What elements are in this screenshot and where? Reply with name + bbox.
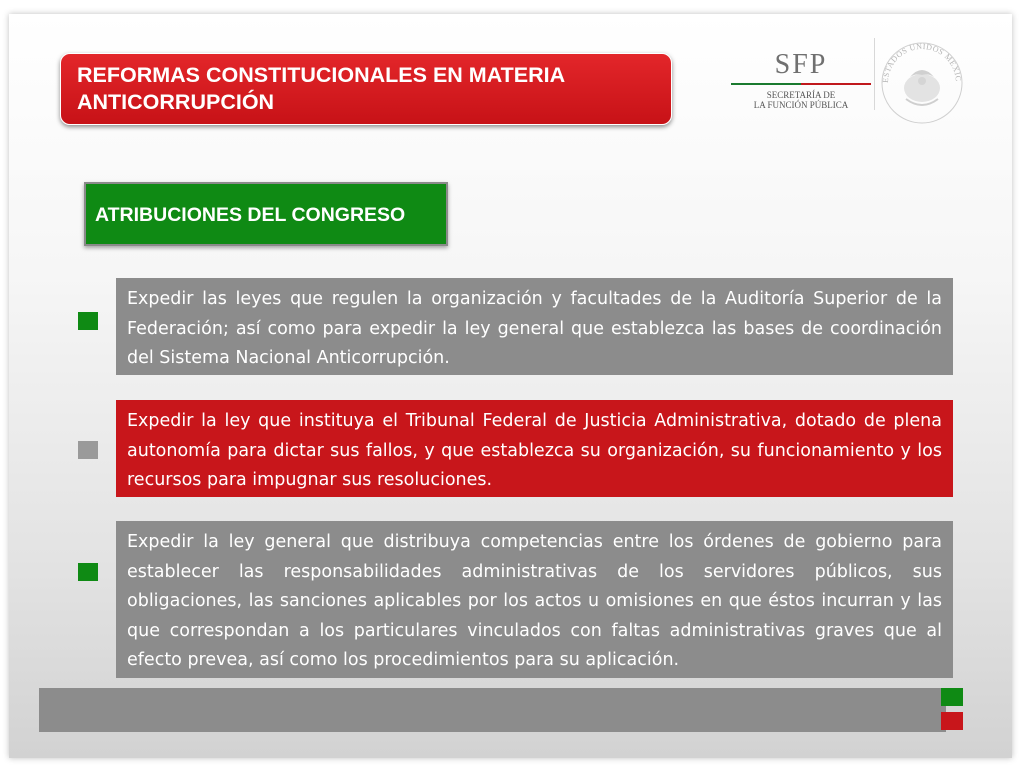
title-line-2: ANTICORRUPCIÓN	[77, 90, 275, 114]
national-seal-icon	[876, 33, 968, 125]
logo-divider	[874, 38, 875, 110]
sfp-logo	[731, 50, 871, 112]
page-title	[60, 53, 672, 125]
sfp-logo-line2: LA FUNCIÓN PÚBLICA	[753, 100, 849, 110]
section-title: ATRIBUCIONES DEL CONGRESO	[84, 182, 448, 246]
bullet-square-gray	[78, 441, 98, 459]
footer-bar	[39, 688, 946, 732]
sfp-logo-rule	[731, 83, 871, 86]
footer-square-green	[941, 688, 963, 706]
seal-text: ESTADOS UNIDOS MEXIC	[880, 41, 964, 84]
list-item	[116, 278, 953, 375]
bullet-square-green	[78, 563, 98, 581]
list-item-text: Expedir la ley general que distribuya competencias entre los órdenes de gobierno para establecer las responsabilidades administrativas de los servidores públicos, sus obligaciones, las sanciones aplicables por los actos u omisiones en que éstos incurran y las que correspondan a los particulares vinculados con faltas administrativas graves que al efecto prevea, así como los procedimientos para su aplicación.	[127, 532, 942, 670]
list-item-text: Expedir las leyes que regulen la organización y facultades de la Auditoría Superior de la Federación; así como para expedir la ley general que establezca las bases de coordinación del Sistema Nacional Anticorrupción.	[127, 289, 942, 368]
footer-square-red	[941, 712, 963, 730]
title-line-1: REFORMAS CONSTITUCIONALES EN MATERIA	[77, 63, 566, 87]
sfp-logo-abbr: SFP	[774, 49, 828, 80]
list-item-text: Expedir la ley que instituya el Tribunal Federal de Justicia Administrativa, dotado de plena autonomía para dictar sus fallos, y que establezca su organización, su funcionamiento y los recursos para impugnar sus resoluciones.	[127, 411, 942, 490]
sfp-logo-line1: SECRETARÍA DE	[766, 90, 836, 100]
bullet-square-green	[78, 312, 98, 330]
list-item	[116, 400, 953, 497]
list-item	[116, 521, 953, 678]
